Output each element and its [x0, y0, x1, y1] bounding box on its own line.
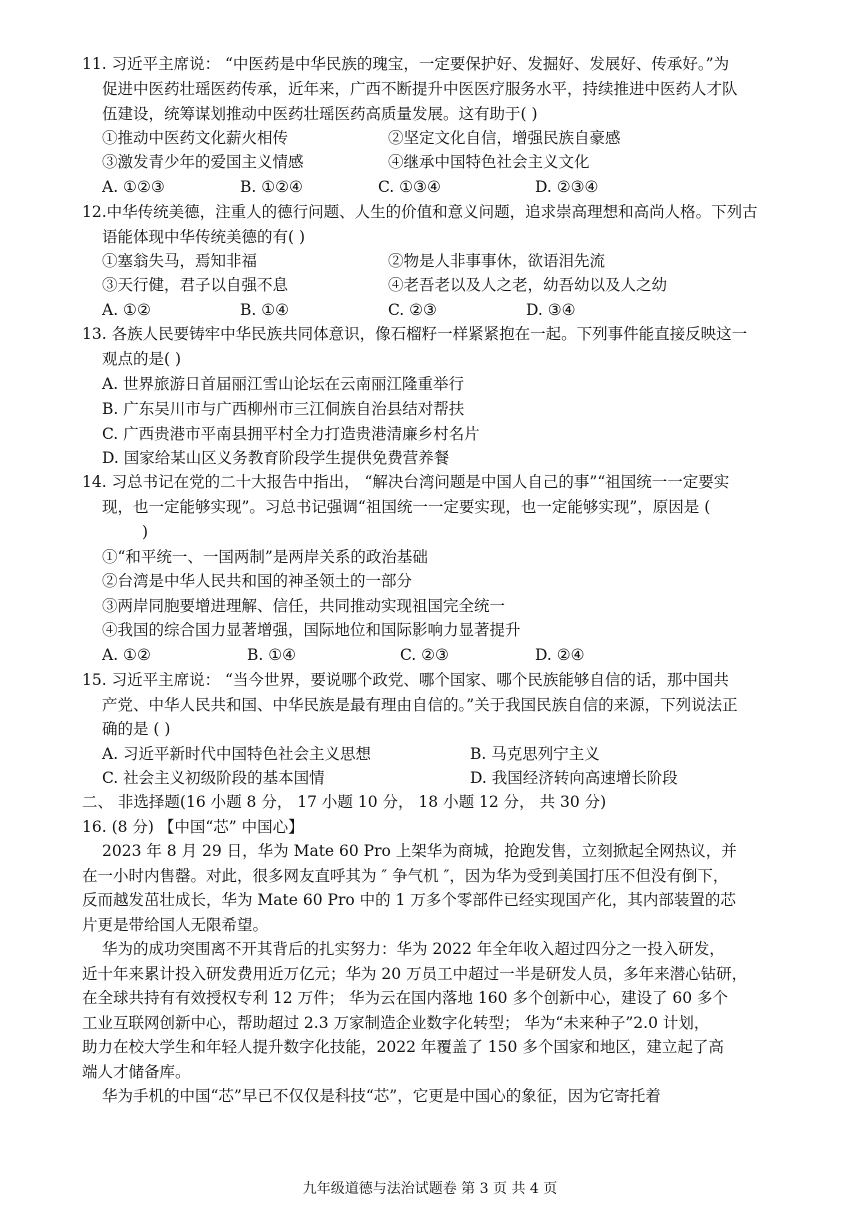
- q12-item-2: ②物是人非事事休，欲语泪先流: [388, 252, 606, 270]
- q12-stem-line-1: 12.中华传统美德，注重人的德行问题、人生的价值和意义问题，追求崇高理想和高尚人格。下列古: [82, 203, 758, 221]
- q16-para3-line-1: 华为手机的中国“芯”早已不仅仅是科技“芯”，它更是中国心的象征，因为它寄托着: [102, 1087, 661, 1105]
- q13-option-d: D. 国家给某山区义务教育阶段学生提供免费营养餐: [102, 449, 450, 467]
- q14-item-4: ④我国的综合国力显著增强，国际地位和国际影响力显著提升: [102, 621, 521, 639]
- q14-option-a: A. ①②: [102, 646, 151, 664]
- q11-stem-line-3: 伍建设，统筹谋划推动中医药壮瑶医药高质量发展。这有助于( ): [102, 105, 538, 123]
- q15-option-b: B. 马克思列宁主义: [470, 745, 600, 763]
- q15-stem-line-3: 确的是 ( ): [102, 720, 171, 738]
- q13-option-b: B. 广东吴川市与广西柳州市三江侗族自治县结对帮扶: [102, 400, 465, 418]
- q14-option-c: C. ②③: [400, 646, 449, 664]
- q14-stem-line-3: ): [142, 523, 149, 541]
- q11-option-a: A. ①②③: [102, 178, 165, 196]
- q14-item-2: ②台湾是中华人民共和国的神圣领土的一部分: [102, 572, 413, 590]
- q13-stem-line-2: 观点的是( ): [102, 350, 182, 368]
- q15-stem-line-1: 15. 习近平主席说： “当今世界，要说哪个政党、哪个国家、哪个民族能够自信的话，那中国共: [82, 671, 729, 689]
- q14-stem-line-1: 14. 习总书记在党的二十大报告中指出， “解决台湾问题是中国人自己的事”“祖国统一一定要实: [82, 473, 730, 491]
- q11-item-2: ②坚定文化自信，增强民族自豪感: [388, 129, 621, 147]
- q14-option-d: D. ②④: [535, 646, 585, 664]
- q11-item-4: ④继承中国特色社会主义文化: [388, 153, 590, 171]
- q15-option-a: A. 习近平新时代中国特色社会主义思想: [102, 745, 372, 763]
- q12-item-1: ①塞翁失马，焉知非福: [102, 252, 258, 270]
- q12-option-d: D. ③④: [526, 301, 576, 319]
- q12-stem-line-2: 语能体现中华传统美德的有( ): [102, 228, 306, 246]
- q12-option-c: C. ②③: [388, 301, 437, 319]
- q12-item-4: ④老吾老以及人之老，幼吾幼以及人之幼: [388, 276, 668, 294]
- q12-item-3: ③天行健，君子以自强不息: [102, 276, 289, 294]
- q11-item-1: ①推动中医药文化薪火相传: [102, 129, 289, 147]
- q11-option-b: B. ①②④: [240, 178, 303, 196]
- q13-option-a: A. 世界旅游日首届丽江雪山论坛在云南丽江隆重举行: [102, 375, 465, 393]
- q16-para2-line-2: 近十年来累计投入研发费用近万亿元；华为 20 万员工中超过一半是研发人员，多年来潜心钻研，: [82, 965, 748, 983]
- q11-stem-line-2: 促进中医药壮瑶医药传承，近年来，广西不断提升中医医疗服务水平，持续推进中医药人才队: [102, 80, 738, 98]
- q11-option-d: D. ②③④: [535, 178, 599, 196]
- q16-para2-line-5: 助力在校大学生和年轻人提升数字化技能，2022 年覆盖了 150 多个国家和地区，建立起了高: [82, 1038, 724, 1056]
- q16-para2-line-6: 端人才储备库。: [82, 1063, 191, 1081]
- q16-para1-line-3: 反而越发茁壮成长，华为 Mate 60 Pro 中的 1 万多个零部件已经实现国产化，其内部装置的芯: [82, 891, 736, 909]
- q16-para1-line-4: 片更是带给国人无限希望。: [82, 916, 269, 934]
- q11-option-c: C. ①③④: [378, 178, 441, 196]
- q14-item-3: ③两岸同胞要增进理解、信任，共同推动实现祖国完全统一: [102, 597, 506, 615]
- q12-option-a: A. ①②: [102, 301, 151, 319]
- q13-stem-line-1: 13. 各族人民要铸牢中华民族共同体意识，像石榴籽一样紧紧抱在一起。下列事件能直接反映这一: [82, 325, 748, 343]
- q16-para1-line-1: 2023 年 8 月 29 日，华为 Mate 60 Pro 上架华为商城，抢跑发售，立刻掀起全网热议，并: [102, 842, 737, 860]
- q16-para2-line-3: 在全球共持有有效授权专利 12 万件； 华为云在国内落地 160 多个创新中心，建设了 60 多个: [82, 989, 729, 1007]
- q14-option-b: B. ①④: [247, 646, 297, 664]
- q12-option-b: B. ①④: [240, 301, 290, 319]
- q16-para2-line-4: 工业互联网创新中心，帮助超过 2.3 万家制造企业数字化转型； 华为“未来种子”2.0 计划，: [82, 1014, 710, 1032]
- q16-heading: 16. (8 分) 【中国“芯” 中国心】: [82, 818, 304, 836]
- q15-option-c: C. 社会主义初级阶段的基本国情: [102, 769, 325, 787]
- q14-stem-line-2: 现，也一定能够实现”。习总书记强调“祖国统一一定要实现，也一定能够实现”，原因是 (: [102, 498, 711, 516]
- section-2-title: 二、 非选择题(16 小题 8 分， 17 小题 10 分， 18 小题 12 分， 共 30 分): [82, 793, 607, 811]
- q15-option-d: D. 我国经济转向高速增长阶段: [470, 769, 678, 787]
- q11-item-3: ③激发青少年的爱国主义情感: [102, 153, 304, 171]
- q15-stem-line-2: 产党、中华人民共和国、中华民族是最有理由自信的。”关于我国民族自信的来源，下列说法正: [102, 696, 738, 714]
- page-footer: 九年级道德与法治试题卷 第 3 页 共 4 页: [302, 1181, 558, 1197]
- q14-item-1: ①“和平统一、一国两制”是两岸关系的政治基础: [102, 548, 428, 566]
- q16-para1-line-2: 在一小时内售罄。对此，很多网友直呼其为 ″ 争气机 ″，因为华为受到美国打压不但没有倒下，: [82, 867, 729, 885]
- q11-stem-line-1: 11. 习近平主席说： “中医药是中华民族的瑰宝，一定要保护好、发掘好、发展好、传承好。”为: [82, 55, 730, 73]
- q13-option-c: C. 广西贵港市平南县拥平村全力打造贵港清廉乡村名片: [102, 425, 480, 443]
- q16-para2-line-1: 华为的成功突围离不开其背后的扎实努力：华为 2022 年全年收入超过四分之一投入研发，: [102, 940, 725, 958]
